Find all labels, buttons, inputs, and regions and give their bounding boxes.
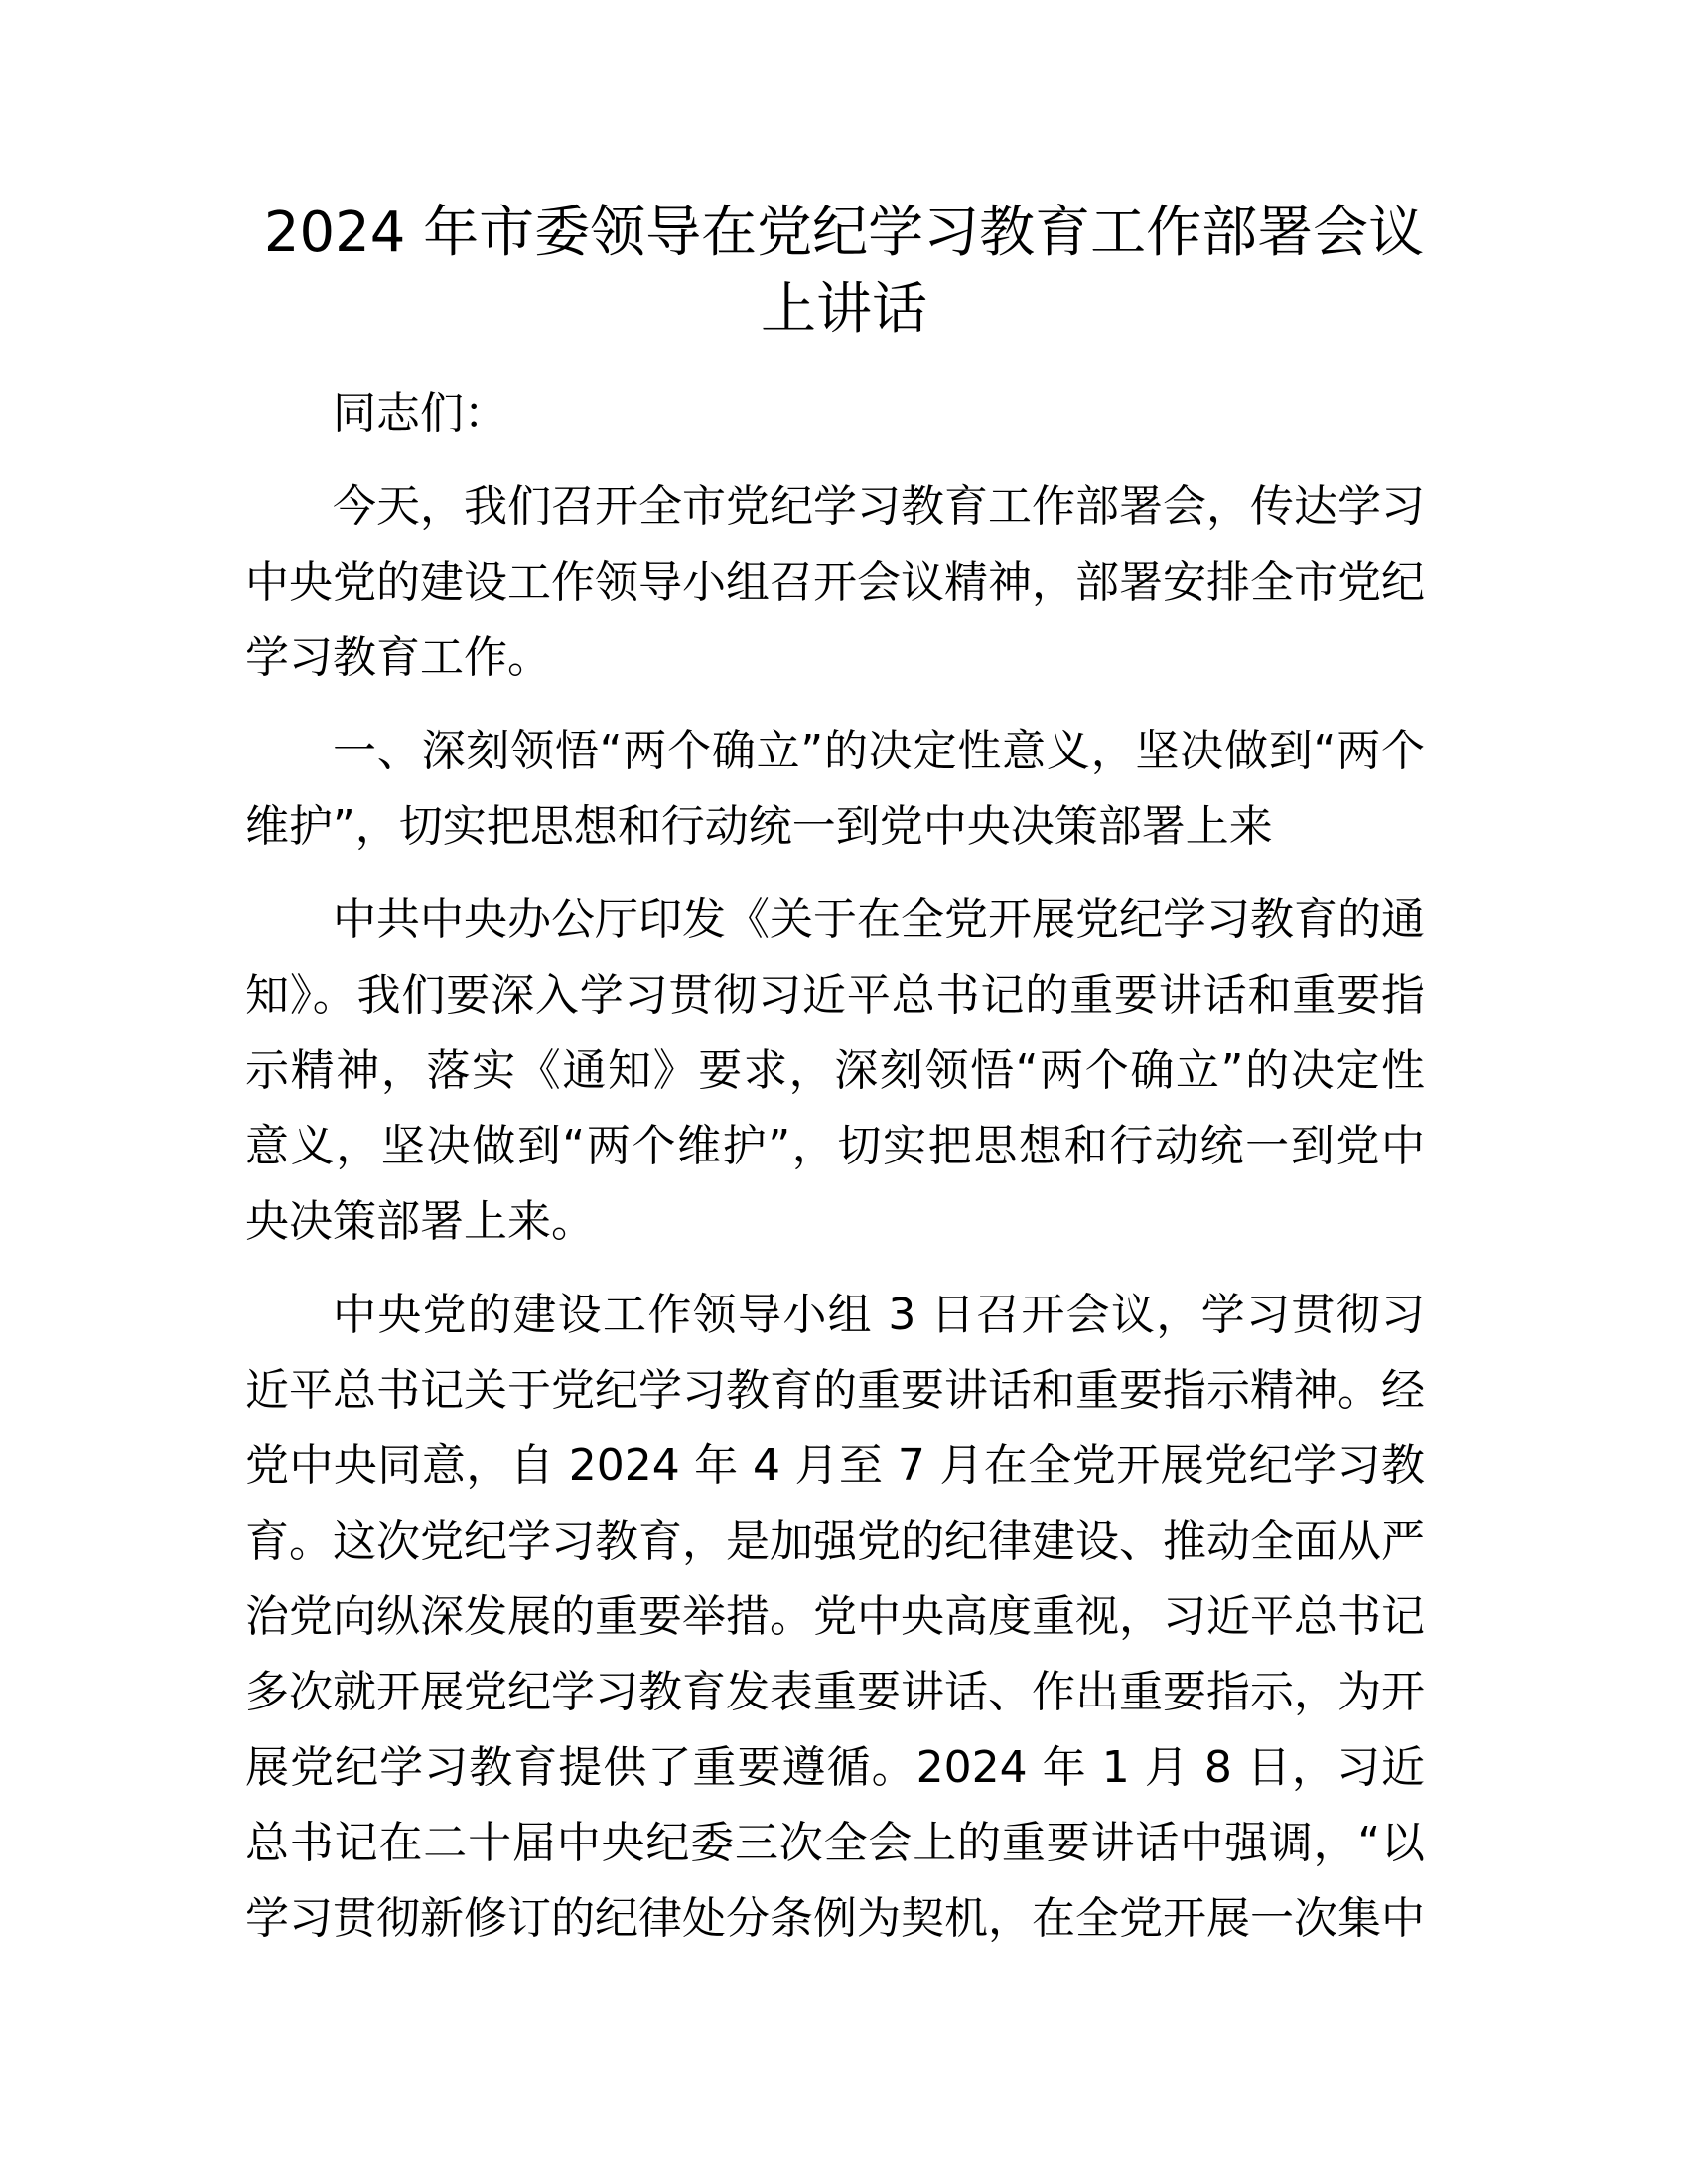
paragraph-line: 同志们： <box>333 388 507 439</box>
paragraph <box>245 376 1425 452</box>
document-title <box>0 195 1688 347</box>
paragraph-line: 知》。我们要深入学习贯彻习近平总书记的重要讲话和重要指 <box>245 970 1425 1021</box>
paragraph-line: 中央党的建设工作领导小组 3 日召开会议，学习贯彻习 <box>333 1290 1425 1340</box>
paragraph <box>245 1278 1425 1957</box>
paragraph-line: 党中央同意，自 2024 年 4 月至 7 月在全党开展党纪学习教 <box>245 1440 1425 1491</box>
title-line-1: 2024 年市委领导在党纪学习教育工作部署会议 <box>263 201 1425 265</box>
paragraph-line: 总书记在二十届中央纪委三次全会上的重要讲话中强调，“以 <box>245 1818 1425 1868</box>
paragraph-line: 学习教育工作。 <box>245 632 551 683</box>
paragraph-line: 中共中央办公厅印发《关于在全党开展党纪学习教育的通 <box>333 894 1425 945</box>
paragraph-line: 展党纪学习教育提供了重要遵循。2024 年 1 月 8 日，习近 <box>245 1742 1425 1793</box>
paragraph-line: 意义，坚决做到“两个维护”，切实把思想和行动统一到党中 <box>245 1121 1425 1171</box>
paragraph <box>245 883 1425 1260</box>
title-line-2: 上讲话 <box>761 277 927 341</box>
paragraph-line: 央决策部署上来。 <box>245 1196 595 1247</box>
paragraph-line: 示精神，落实《通知》要求，深刻领悟“两个确立”的决定性 <box>245 1045 1425 1096</box>
paragraph-line: 多次就开展党纪学习教育发表重要讲话、作出重要指示，为开 <box>245 1667 1425 1717</box>
paragraph <box>245 470 1425 696</box>
paragraph <box>245 714 1425 865</box>
paragraph-line: 今天，我们召开全市党纪学习教育工作部署会，传达学习 <box>333 481 1425 532</box>
paragraph-line: 治党向纵深发展的重要举措。党中央高度重视，习近平总书记 <box>245 1591 1425 1642</box>
paragraph-line: 维护”，切实把思想和行动统一到党中央决策部署上来 <box>245 801 1273 852</box>
paragraph-line: 一、深刻领悟“两个确立”的决定性意义，坚决做到“两个 <box>333 726 1425 776</box>
paragraph-line: 中央党的建设工作领导小组召开会议精神，部署安排全市党纪 <box>245 557 1425 608</box>
paragraph-line: 近平总书记关于党纪学习教育的重要讲话和重要指示精神。经 <box>245 1365 1425 1416</box>
document-body <box>245 376 1425 1975</box>
paragraph-line: 学习贯彻新修订的纪律处分条例为契机，在全党开展一次集中 <box>245 1893 1425 1944</box>
paragraph-line: 育。这次党纪学习教育，是加强党的纪律建设、推动全面从严 <box>245 1516 1425 1567</box>
